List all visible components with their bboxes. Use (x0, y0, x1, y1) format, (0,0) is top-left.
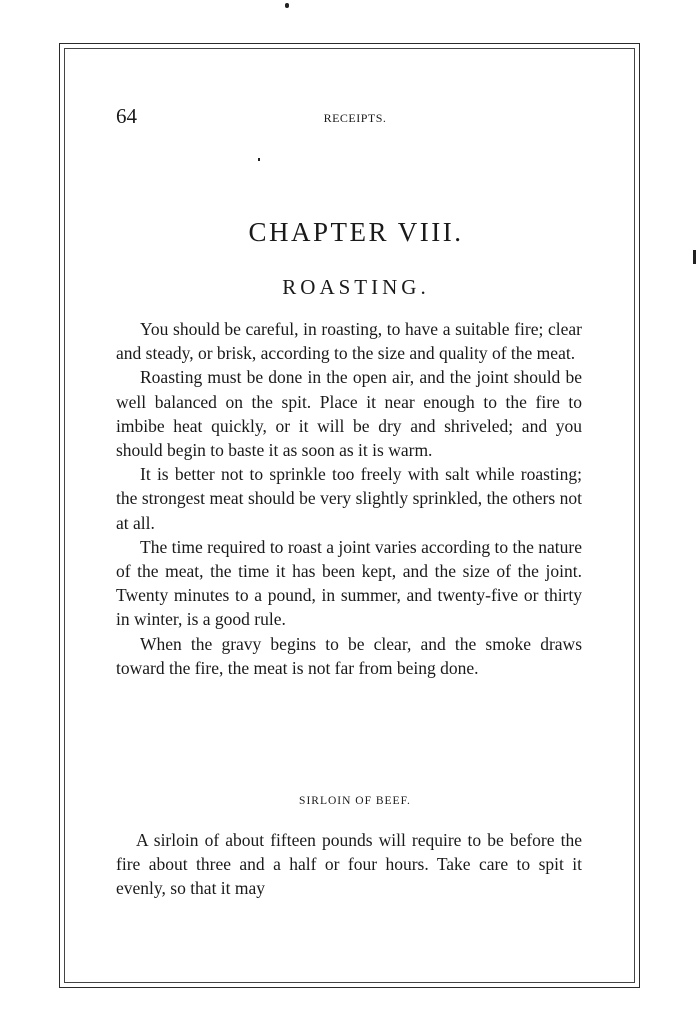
ink-speck (285, 3, 289, 8)
paragraph: When the gravy begins to be clear, and the smoke draws toward the fire, the meat is not far from being done. (116, 633, 582, 678)
ink-speck (693, 250, 696, 264)
running-header (116, 104, 582, 134)
paragraph: Roasting must be done in the open air, and the joint should be well balanced on the spit. Place it near enough to the fire to imbibe heat quickly, or it will be dry and shriveled; and you should begin to baste it as soon as it is warm. (116, 367, 582, 461)
paragraph: The time required to roast a joint varies according to the nature of the meat, the time it has been kept, and the size of the joint. Twenty minutes to a pound, in summer, and twenty-five or thirty in winter, is a good rule. (116, 536, 582, 630)
subsection-title: SIRLOIN OF BEEF. (299, 795, 411, 807)
page-number: 64 (116, 104, 137, 128)
paragraph: You should be careful, in roasting, to have a suitable fire; clear and steady, or brisk, according to the size and quality of the meat. (116, 319, 582, 364)
chapter-title: CHAPTER VIII. (248, 217, 464, 247)
subsection-text (116, 828, 582, 901)
running-title: RECEIPTS. (323, 111, 387, 125)
body-text (116, 317, 582, 680)
paragraph: A sirloin of about fifteen pounds will require to be before the fire about three and a half or four hours. Take care to spit it evenly, so that it may (116, 830, 582, 899)
paragraph: It is better not to sprinkle too freely with salt while roasting; the strongest meat should be very slightly sprinkled, the others not at all. (116, 464, 582, 533)
section-title: ROASTING. (282, 275, 430, 299)
